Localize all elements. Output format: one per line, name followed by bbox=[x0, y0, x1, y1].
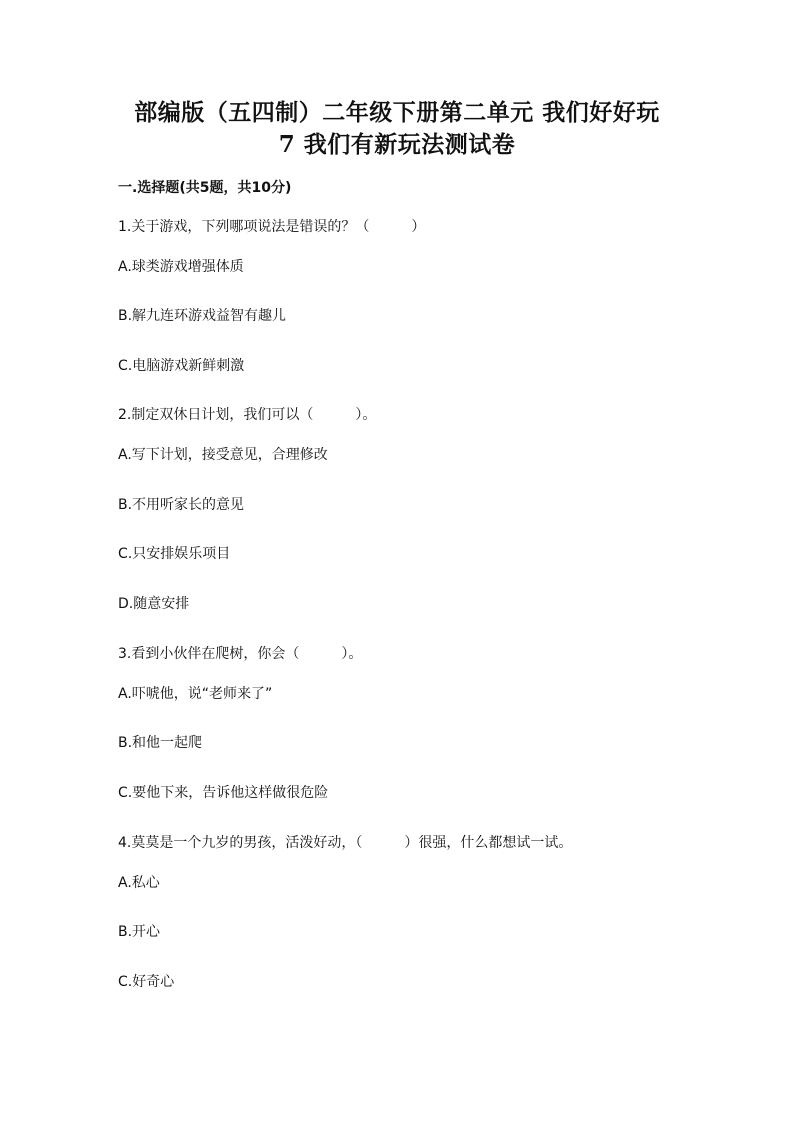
question-2-option-d: D.随意安排 bbox=[118, 596, 190, 612]
page-title-line-1: 部编版（五四制）二年级下册第二单元 我们好好玩 bbox=[134, 99, 660, 126]
question-1-option-a: A.球类游戏增强体质 bbox=[118, 259, 244, 275]
page-title-line-2: 7 我们有新玩法测试卷 bbox=[278, 131, 516, 158]
question-2-option-c: C.只安排娱乐项目 bbox=[118, 546, 231, 562]
question-1-stem: 1.关于游戏，下列哪项说法是错误的？（ ） bbox=[118, 219, 426, 235]
question-1-option-b: B.解九连环游戏益智有趣儿 bbox=[118, 308, 287, 324]
question-4-option-c: C.好奇心 bbox=[118, 974, 175, 990]
question-4-option-a: A.私心 bbox=[118, 875, 160, 891]
question-1-option-c: C.电脑游戏新鲜刺激 bbox=[118, 358, 245, 374]
question-4-option-b: B.开心 bbox=[118, 924, 161, 940]
section-heading: 一.选择题(共5题，共10分) bbox=[118, 180, 292, 196]
question-2-option-a: A.写下计划，接受意见，合理修改 bbox=[118, 447, 328, 463]
question-2-option-b: B.不用听家长的意见 bbox=[118, 497, 245, 513]
question-4-stem: 4.莫莫是一个九岁的男孩，活泼好动，（ ）很强，什么都想试一试。 bbox=[118, 835, 573, 851]
question-2-stem: 2.制定双休日计划，我们可以（ ）。 bbox=[118, 407, 377, 423]
question-3-option-c: C.要他下来，告诉他这样做很危险 bbox=[118, 785, 329, 801]
question-3-option-a: A.吓唬他，说“老师来了” bbox=[118, 686, 273, 702]
question-3-stem: 3.看到小伙伴在爬树，你会（ ）。 bbox=[118, 646, 363, 662]
question-3-option-b: B.和他一起爬 bbox=[118, 735, 203, 751]
